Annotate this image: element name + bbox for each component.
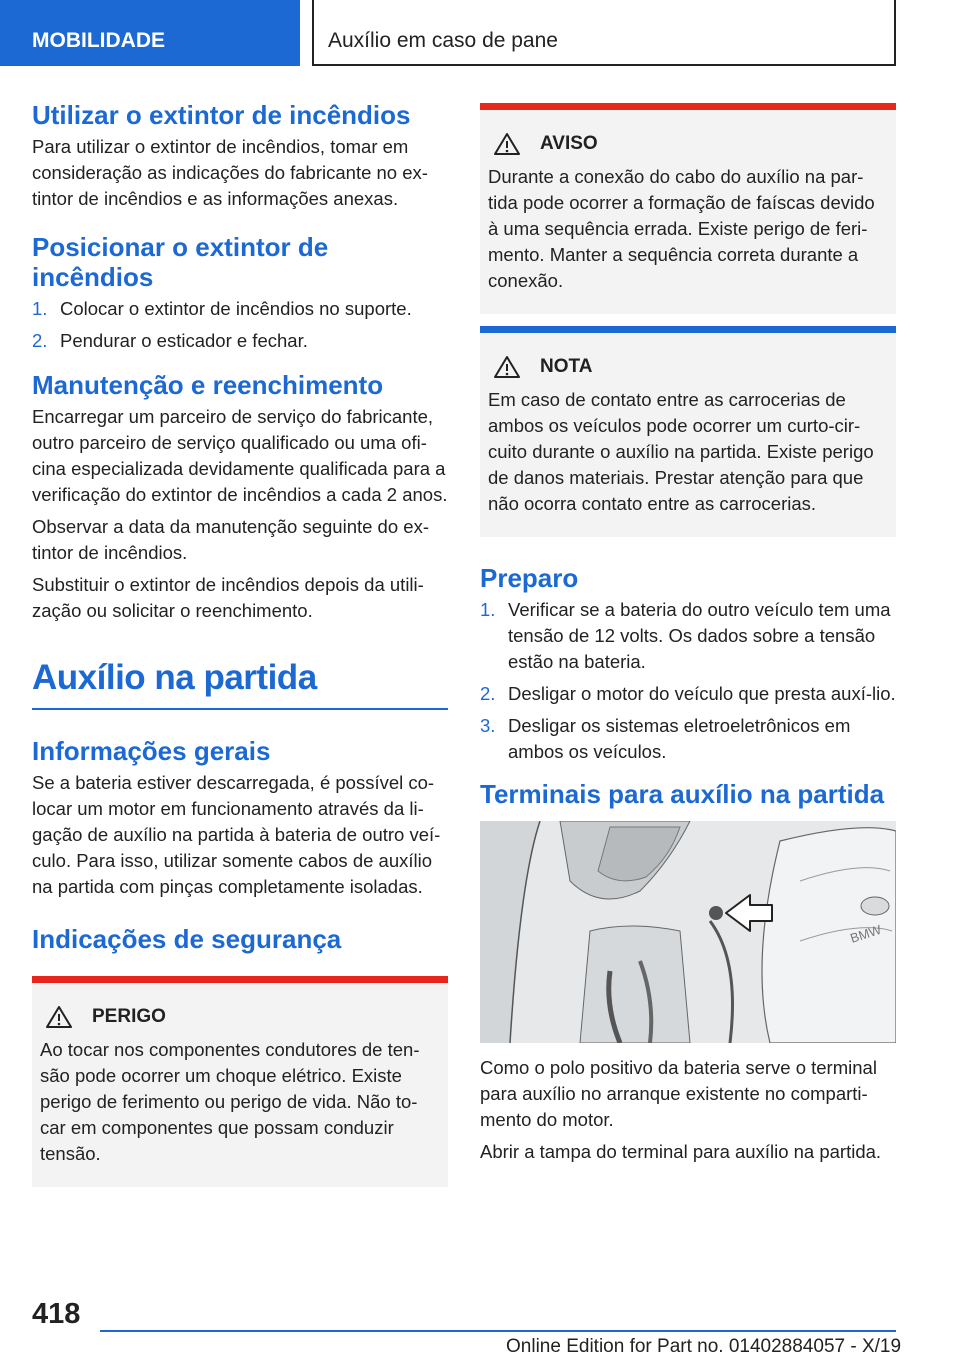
warning-notice-title: AVISO: [540, 133, 598, 154]
paragraph-terminals-2: Abrir a tampa do terminal para auxílio na partida.: [480, 1141, 882, 1162]
svg-text:BMW: BMW: [848, 921, 884, 946]
positioning-steps: [32, 296, 448, 354]
paragraph-maintenance-2: Observar a data da manutenção seguinte do ex-tintor de incêndios.: [32, 516, 429, 563]
warning-notice: [480, 103, 896, 314]
heading-safety: Indicações de segurança: [32, 924, 342, 954]
list-item: [480, 713, 896, 765]
note-notice: [480, 326, 896, 537]
step-number: 1.: [32, 298, 48, 319]
engine-compartment-illustration: [480, 821, 896, 1043]
heading-preparation: Preparo: [480, 563, 579, 593]
section-title: Auxílio em caso de pane: [312, 0, 896, 66]
step-text: Verificar se a bateria do outro veículo tem uma tensão de 12 volts. Os dados sobre a tensão estão na bateria.: [508, 599, 891, 672]
heading-use-extinguisher: Utilizar o extintor de incêndios: [32, 100, 411, 130]
step-number: 1.: [480, 599, 496, 620]
list-item: [32, 328, 448, 354]
warning-notice-text: Durante a conexão do cabo do auxílio na par-tida pode ocorrer a formação de faíscas devido à uma sequência errada. Existe perigo de feri-mento. Manter a sequência correta durante a conexão.: [488, 166, 875, 291]
edition-footer: Online Edition for Part no. 01402884057 - X/19: [506, 1336, 902, 1357]
warning-notice-title-row: [488, 132, 886, 156]
heading-position-extinguisher: Posicionar o extintor de incêndios: [32, 232, 329, 292]
danger-notice-title-row: [40, 1005, 438, 1029]
footer-divider: [100, 1330, 896, 1332]
step-number: 3.: [480, 715, 496, 736]
warning-triangle-icon: [494, 132, 520, 156]
list-item: [32, 296, 448, 322]
right-column: [480, 103, 896, 1171]
step-number: 2.: [480, 683, 496, 704]
note-notice-title: NOTA: [540, 356, 593, 377]
chapter-title: Auxílio na partida: [32, 658, 317, 697]
heading-maintenance: Manutenção e reenchimento: [32, 370, 384, 400]
step-number: 2.: [32, 330, 48, 351]
paragraph-use-extinguisher: Para utilizar o extintor de incêndios, tomar em consideração as indicações do fabricante no ex-tintor de incêndios e as informações anexas.: [32, 136, 428, 209]
list-item: [480, 681, 896, 707]
caution-triangle-icon: [494, 355, 520, 379]
paragraph-terminals-1: Como o polo positivo da bateria serve o terminal para auxílio no arranque existente no comparti-mento do motor.: [480, 1057, 877, 1130]
heading-general-info: Informações gerais: [32, 736, 271, 766]
step-text: Colocar o extintor de incêndios no suporte.: [60, 298, 412, 319]
danger-notice: [32, 976, 448, 1187]
note-notice-title-row: [488, 355, 886, 379]
paragraph-maintenance-3: Substituir o extintor de incêndios depois da utili-zação ou solicitar o reenchimento.: [32, 574, 424, 621]
page-header: [0, 0, 960, 66]
warning-triangle-icon: [46, 1005, 72, 1029]
preparation-steps: [480, 597, 896, 765]
danger-notice-title: PERIGO: [92, 1006, 166, 1027]
heading-terminals: Terminais para auxílio na partida: [480, 779, 885, 809]
paragraph-maintenance-1: Encarregar um parceiro de serviço do fabricante, outro parceiro de serviço qualificado ou uma ofi-cina especializada devidamente qualificada para a verificação do extintor de incêndios a cada 2 anos.: [32, 406, 448, 505]
paragraph-general-info: Se a bateria estiver descarregada, é possível co-locar um motor em funcionamento através da li-gação de auxílio na partida à bateria de outro veí-culo. Para isso, utilizar somente cabos de auxílio na partida com pinças completamente isoladas.: [32, 772, 441, 897]
left-column: [32, 100, 448, 1187]
engine-bay-drawing: [480, 821, 896, 1043]
list-item: [480, 597, 896, 675]
step-text: Desligar o motor do veículo que presta auxí-lio.: [508, 683, 896, 704]
section-tab: MOBILIDADE: [0, 0, 300, 66]
note-notice-text: Em caso de contato entre as carrocerias de ambos os veículos pode ocorrer um curto-cir-cuito durante o auxílio na partida. Existe perigo de danos materiais. Prestar atenção para que não ocorra contato entre as carrocerias.: [488, 389, 874, 514]
danger-notice-text: Ao tocar nos componentes condutores de ten-são pode ocorrer um choque elétrico. Existe perigo de ferimento ou perigo de vida. Não to-car em componentes que possam conduzir tensão.: [40, 1039, 420, 1164]
step-text: Desligar os sistemas eletroeletrônicos em ambos os veículos.: [508, 715, 851, 762]
page-number: 418: [32, 1298, 81, 1330]
chapter-divider: [32, 708, 448, 710]
step-text: Pendurar o esticador e fechar.: [60, 330, 308, 351]
